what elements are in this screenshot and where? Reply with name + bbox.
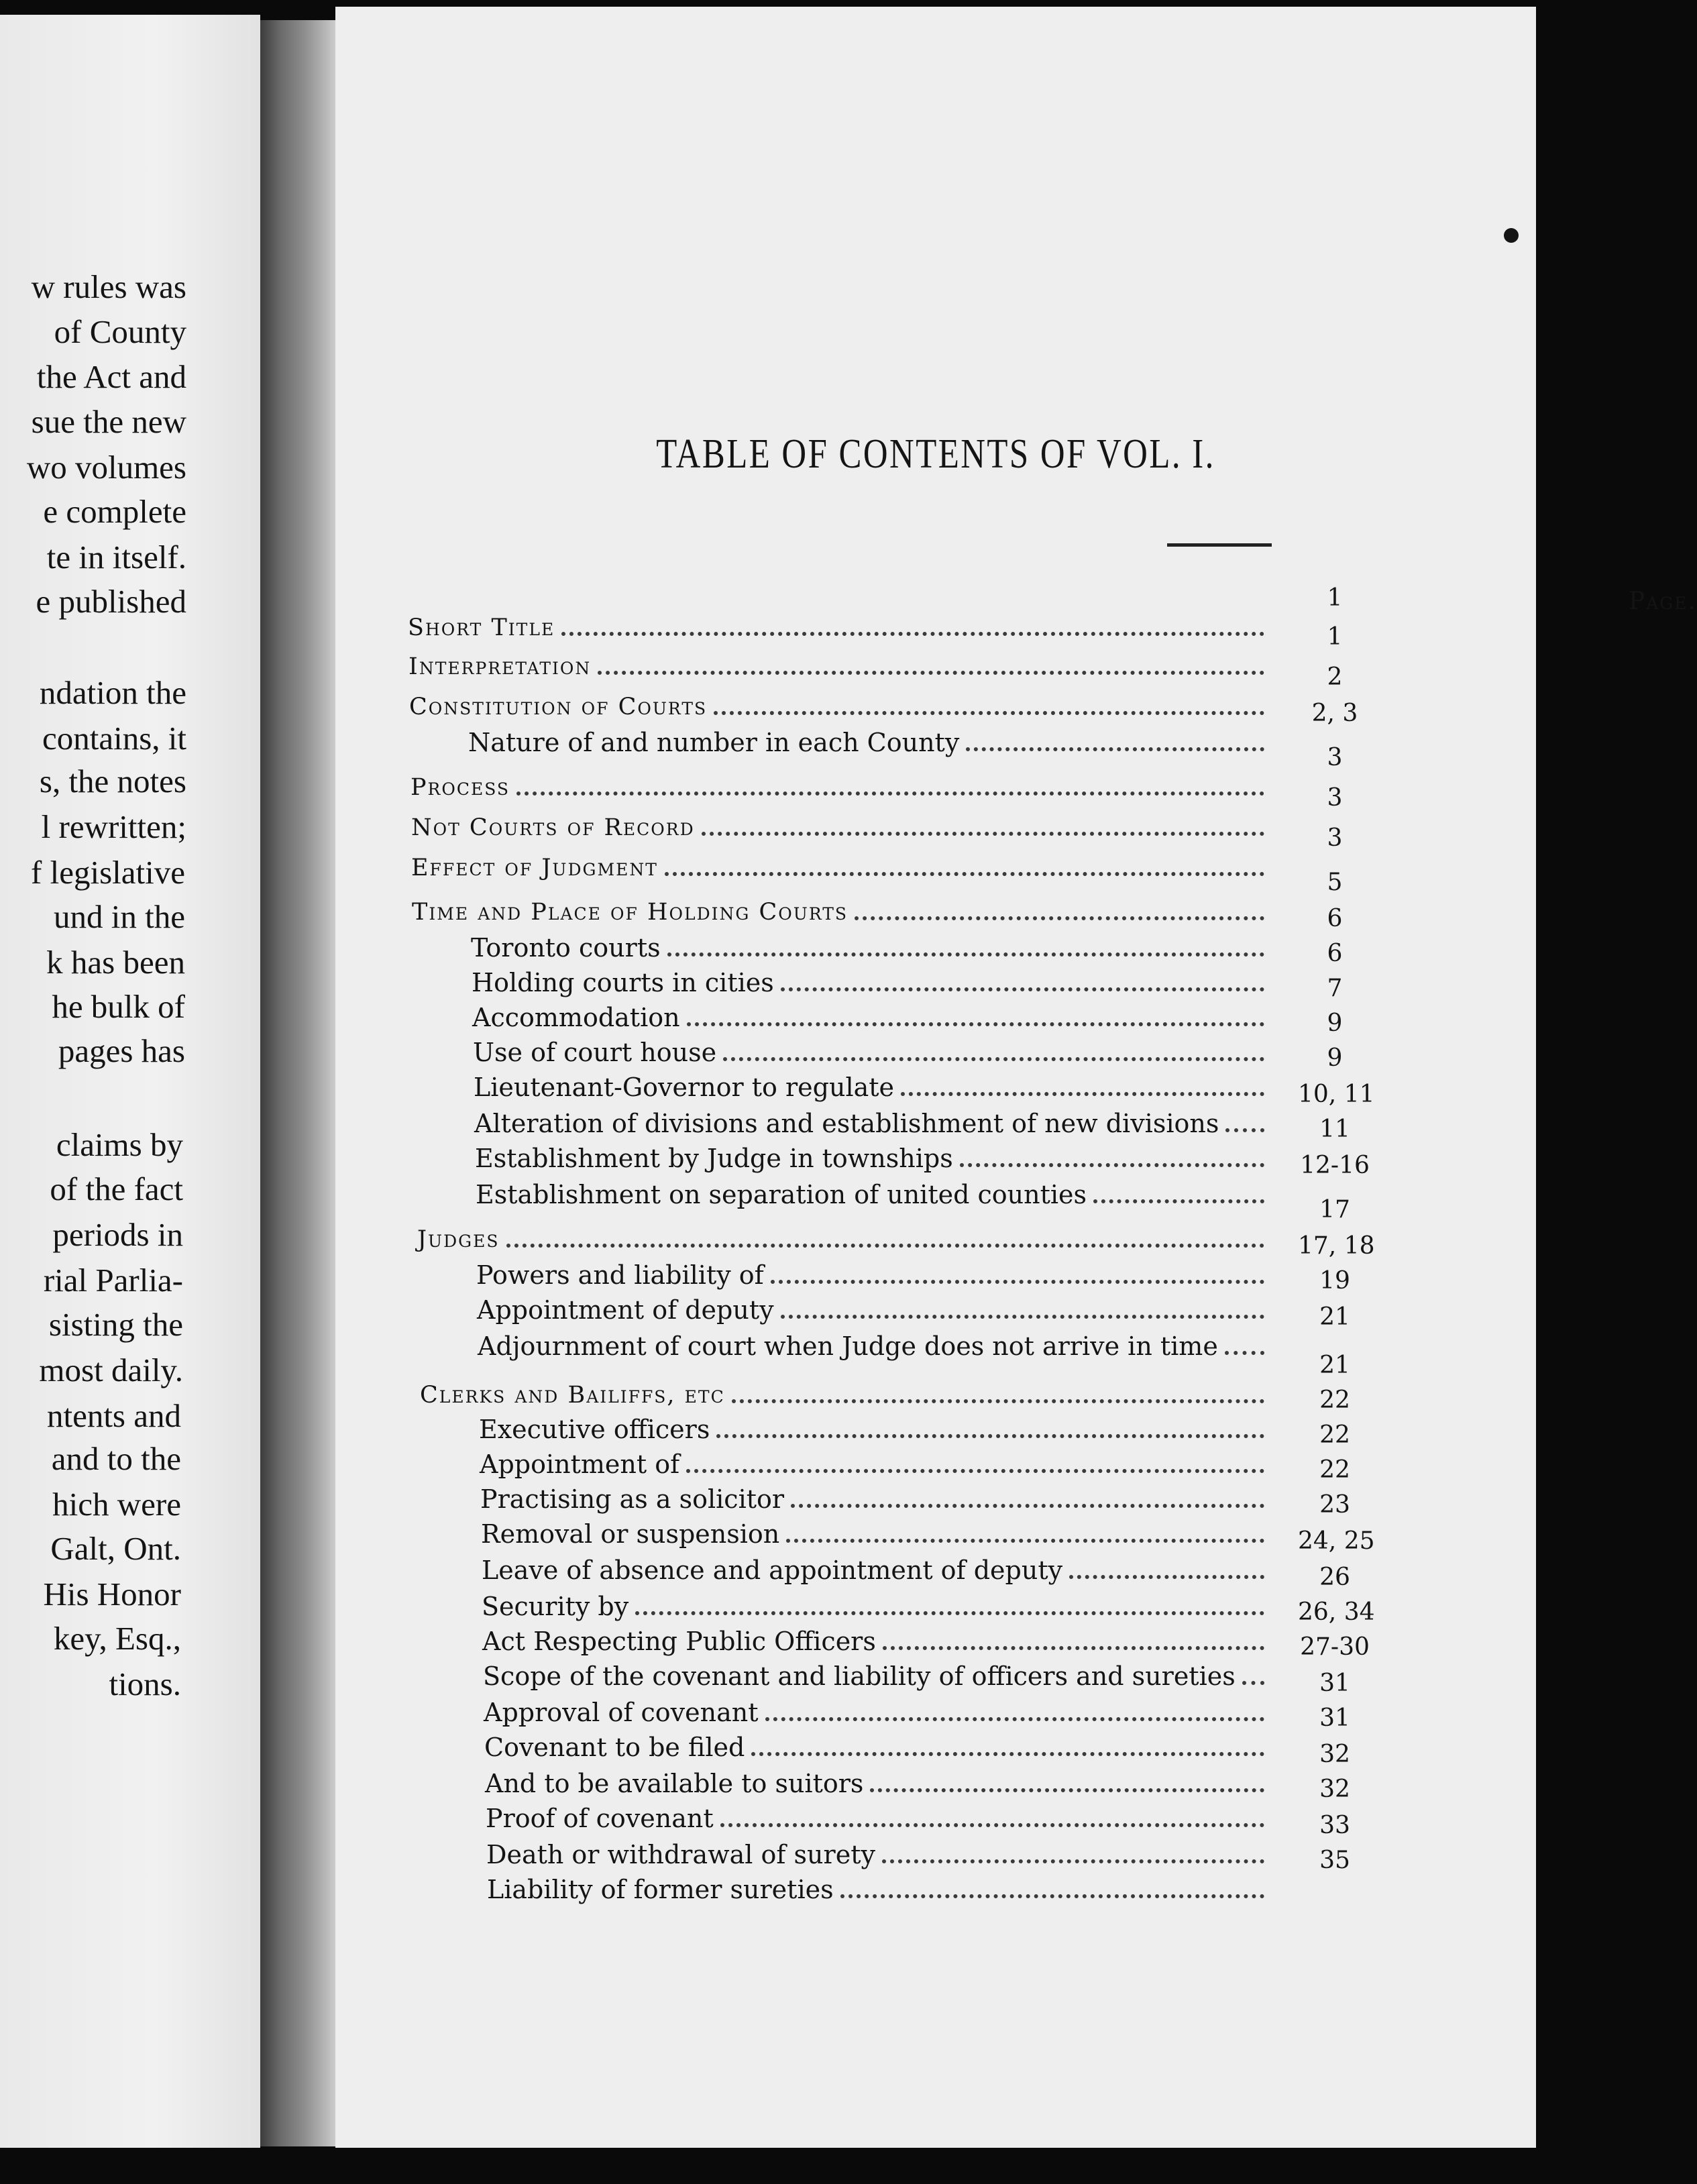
toc-page-number: 6	[1327, 905, 1343, 932]
toc-page-number: 22	[1319, 1456, 1350, 1484]
dot-leader	[1069, 1575, 1264, 1579]
toc-entry-label: Practising as a solicitor	[480, 1484, 785, 1514]
toc-page-number: 33	[1319, 1812, 1350, 1839]
facing-page-line: und in the	[54, 898, 185, 935]
toc-entry-label: And to be available to suitors	[485, 1769, 864, 1798]
toc-entry-label: Judges	[417, 1226, 500, 1253]
toc-entry-label: Appointment of deputy	[477, 1295, 774, 1325]
dot-leader	[765, 1717, 1264, 1721]
facing-page-line: claims by	[56, 1126, 183, 1163]
dot-leader	[667, 952, 1264, 957]
toc-entry-label: Liability of former sureties	[487, 1875, 834, 1904]
toc-page-number: 5	[1327, 869, 1343, 896]
facing-page-line: sue the new	[31, 403, 186, 440]
toc-entry-label: Alteration of divisions and establishment of new divisions	[474, 1109, 1219, 1138]
toc-page-number: 27-30	[1300, 1633, 1370, 1661]
toc-page-number: 11	[1319, 1115, 1350, 1143]
dot-leader	[751, 1752, 1264, 1756]
toc-page-number: 17, 18	[1298, 1232, 1375, 1260]
toc-entry-label: Adjournment of court when Judge does not arrive in time	[478, 1331, 1218, 1361]
toc-entry-label: Proof of covenant	[486, 1804, 714, 1833]
toc-page-number: 23	[1319, 1491, 1350, 1519]
dot-leader	[771, 1280, 1264, 1284]
toc-entry-label: Appointment of	[480, 1450, 680, 1479]
facing-page-line: most daily.	[39, 1352, 183, 1388]
facing-page-line: periods in	[52, 1216, 183, 1253]
toc-page-number: 35	[1319, 1847, 1350, 1874]
dot-leader	[791, 1504, 1264, 1508]
dot-leader	[598, 671, 1264, 675]
toc-entry-label: Lieutenant-Governor to regulate	[474, 1073, 895, 1102]
facing-page-line: e published	[36, 583, 186, 620]
toc-page-number: 22	[1319, 1421, 1350, 1449]
toc-entry-label: Death or withdrawal of surety	[486, 1840, 875, 1869]
dot-leader	[1093, 1199, 1264, 1203]
toc-entry-label: Time and Place of Holding Courts	[412, 899, 848, 926]
toc-entry-label: Establishment by Judge in townships	[475, 1144, 953, 1173]
toc-entry-label: Process	[410, 774, 510, 801]
dot-leader	[781, 1315, 1264, 1319]
toc-page-number: 3	[1327, 784, 1343, 812]
dot-leader	[786, 1539, 1264, 1543]
facing-page-line: pages has	[58, 1032, 185, 1069]
page-title: TABLE OF CONTENTS OF VOL. I.	[656, 431, 1215, 477]
dot-leader	[1225, 1351, 1264, 1355]
dot-leader	[561, 632, 1264, 636]
toc-entry-label: Removal or suspension	[481, 1519, 780, 1549]
toc-entry-label: Act Respecting Public Officers	[482, 1627, 876, 1656]
dot-leader	[720, 1823, 1264, 1827]
facing-page-line: w rules was	[31, 268, 186, 305]
toc-entry-label: Leave of absence and appointment of deputy	[482, 1555, 1063, 1585]
facing-page-line: l rewritten;	[41, 808, 186, 845]
dot-leader	[966, 747, 1264, 751]
dot-leader	[1225, 1128, 1264, 1132]
facing-page-line: of the fact	[50, 1170, 183, 1207]
facing-page-line: e complete	[43, 493, 186, 530]
dot-leader	[960, 1163, 1264, 1167]
toc-entry-label: Scope of the covenant and liability of officers and sureties	[483, 1661, 1236, 1691]
dot-leader	[781, 987, 1264, 991]
book-gutter	[260, 20, 341, 2146]
dot-leader	[732, 1399, 1264, 1403]
facing-page-line: wo volumes	[26, 449, 186, 486]
dot-leader	[702, 832, 1264, 836]
toc-page-number: 17	[1319, 1196, 1350, 1223]
toc-section-row	[410, 744, 1343, 801]
toc-page-number: 2	[1327, 663, 1343, 691]
toc-page-number: 3	[1327, 824, 1343, 852]
toc-page-number: 12-16	[1300, 1152, 1370, 1179]
facing-page-line: contains, it	[42, 720, 186, 757]
facing-page-line: His Honor	[43, 1576, 181, 1613]
facing-page-line: key, Esq.,	[53, 1620, 181, 1657]
toc-entry-label: Powers and liability of	[476, 1260, 764, 1290]
toc-page-number: 26	[1319, 1564, 1350, 1591]
dot-leader	[901, 1092, 1264, 1096]
toc-page-number: 21	[1319, 1303, 1350, 1331]
facing-page-line: ntents and	[46, 1397, 181, 1434]
toc-section-row	[408, 584, 1343, 641]
toc-page-number: 31	[1319, 1670, 1350, 1697]
toc-page-number: 31	[1319, 1704, 1350, 1732]
facing-page-line: the Act and	[36, 358, 186, 395]
toc-section-row	[412, 869, 1343, 926]
facing-page-line: and to the	[51, 1440, 181, 1477]
toc-entry-label: Holding courts in cities	[472, 968, 774, 997]
dot-leader	[506, 1244, 1265, 1248]
toc-entry-label: Not Courts of Record	[411, 814, 695, 841]
facing-page-line: ndation the	[39, 674, 186, 711]
toc-entry-label: Executive officers	[479, 1415, 710, 1444]
title-rule	[1167, 543, 1272, 547]
facing-page-line: he bulk of	[52, 988, 185, 1025]
facing-page-line: of County	[54, 313, 186, 350]
dot-leader	[686, 1469, 1264, 1473]
scan-speck	[1504, 228, 1519, 243]
toc-entry-label: Security by	[482, 1592, 629, 1621]
toc-page-number: 10, 11	[1298, 1081, 1375, 1108]
toc-entry-label: Effect of Judgment	[411, 855, 658, 881]
facing-page-line: k has been	[46, 944, 185, 981]
toc-page-number: 24, 25	[1298, 1527, 1375, 1555]
toc-page-number: 19	[1319, 1267, 1350, 1295]
toc-entry-label: Clerks and Bailiffs, etc	[420, 1382, 725, 1409]
toc-entry-label: Accommodation	[472, 1003, 680, 1032]
toc-entry-label: Covenant to be filed	[484, 1733, 745, 1762]
toc-entry-label: Approval of covenant	[484, 1698, 759, 1727]
dot-leader	[1242, 1681, 1264, 1685]
facing-page-line: s, the notes	[39, 763, 186, 800]
dot-leader	[883, 1646, 1264, 1650]
facing-page-line: te in itself.	[46, 539, 186, 576]
dot-leader	[855, 916, 1264, 920]
dot-leader	[635, 1611, 1264, 1615]
toc-page-number: 3	[1327, 744, 1343, 771]
toc-entry-label: Toronto courts	[471, 933, 661, 963]
facing-page-line: tions.	[109, 1666, 181, 1702]
toc-page-number: 9	[1327, 1009, 1343, 1037]
dot-leader	[687, 1022, 1264, 1026]
dot-leader	[665, 872, 1264, 876]
facing-page-line: sisting the	[48, 1306, 183, 1343]
toc-entry-label: Constitution of Courts	[409, 694, 708, 720]
dot-leader	[882, 1859, 1264, 1863]
toc-page-number: 22	[1319, 1386, 1350, 1414]
toc-entry-label: Establishment on separation of united counties	[476, 1180, 1087, 1209]
facing-page-fragment	[0, 15, 260, 2148]
toc-page-number: 21	[1319, 1352, 1350, 1379]
toc-page-number: 32	[1319, 1741, 1350, 1768]
facing-page-line: f legislative	[31, 854, 185, 891]
toc-page-number: 2, 3	[1311, 700, 1358, 727]
toc-page-number: 1	[1327, 623, 1343, 651]
toc-entry-label: Use of court house	[473, 1038, 717, 1067]
toc-page-number: 7	[1327, 975, 1343, 1002]
facing-page-line: rial Parlia-	[43, 1262, 183, 1299]
toc-entry-label: Short Title	[408, 614, 555, 641]
dot-leader	[516, 791, 1264, 796]
dot-leader	[840, 1894, 1264, 1898]
dot-leader	[714, 711, 1264, 715]
toc-page-number: 32	[1319, 1776, 1350, 1803]
toc-page-number: 1	[1327, 584, 1343, 612]
toc-entry-label: Interpretation	[408, 653, 592, 680]
toc-page-number: 6	[1327, 940, 1343, 967]
dot-leader	[870, 1788, 1264, 1792]
dot-leader	[716, 1434, 1264, 1438]
toc-page-number: 26, 34	[1298, 1598, 1375, 1626]
contents-page	[335, 7, 1697, 2148]
toc-page-number: 9	[1327, 1044, 1343, 1072]
facing-page-line: hich were	[52, 1486, 181, 1523]
dot-leader	[723, 1057, 1264, 1061]
page-column-heading: Page.	[1629, 588, 1697, 615]
facing-page-line: Galt, Ont.	[50, 1530, 181, 1567]
toc-entry-label: Nature of and number in each County	[468, 728, 960, 757]
